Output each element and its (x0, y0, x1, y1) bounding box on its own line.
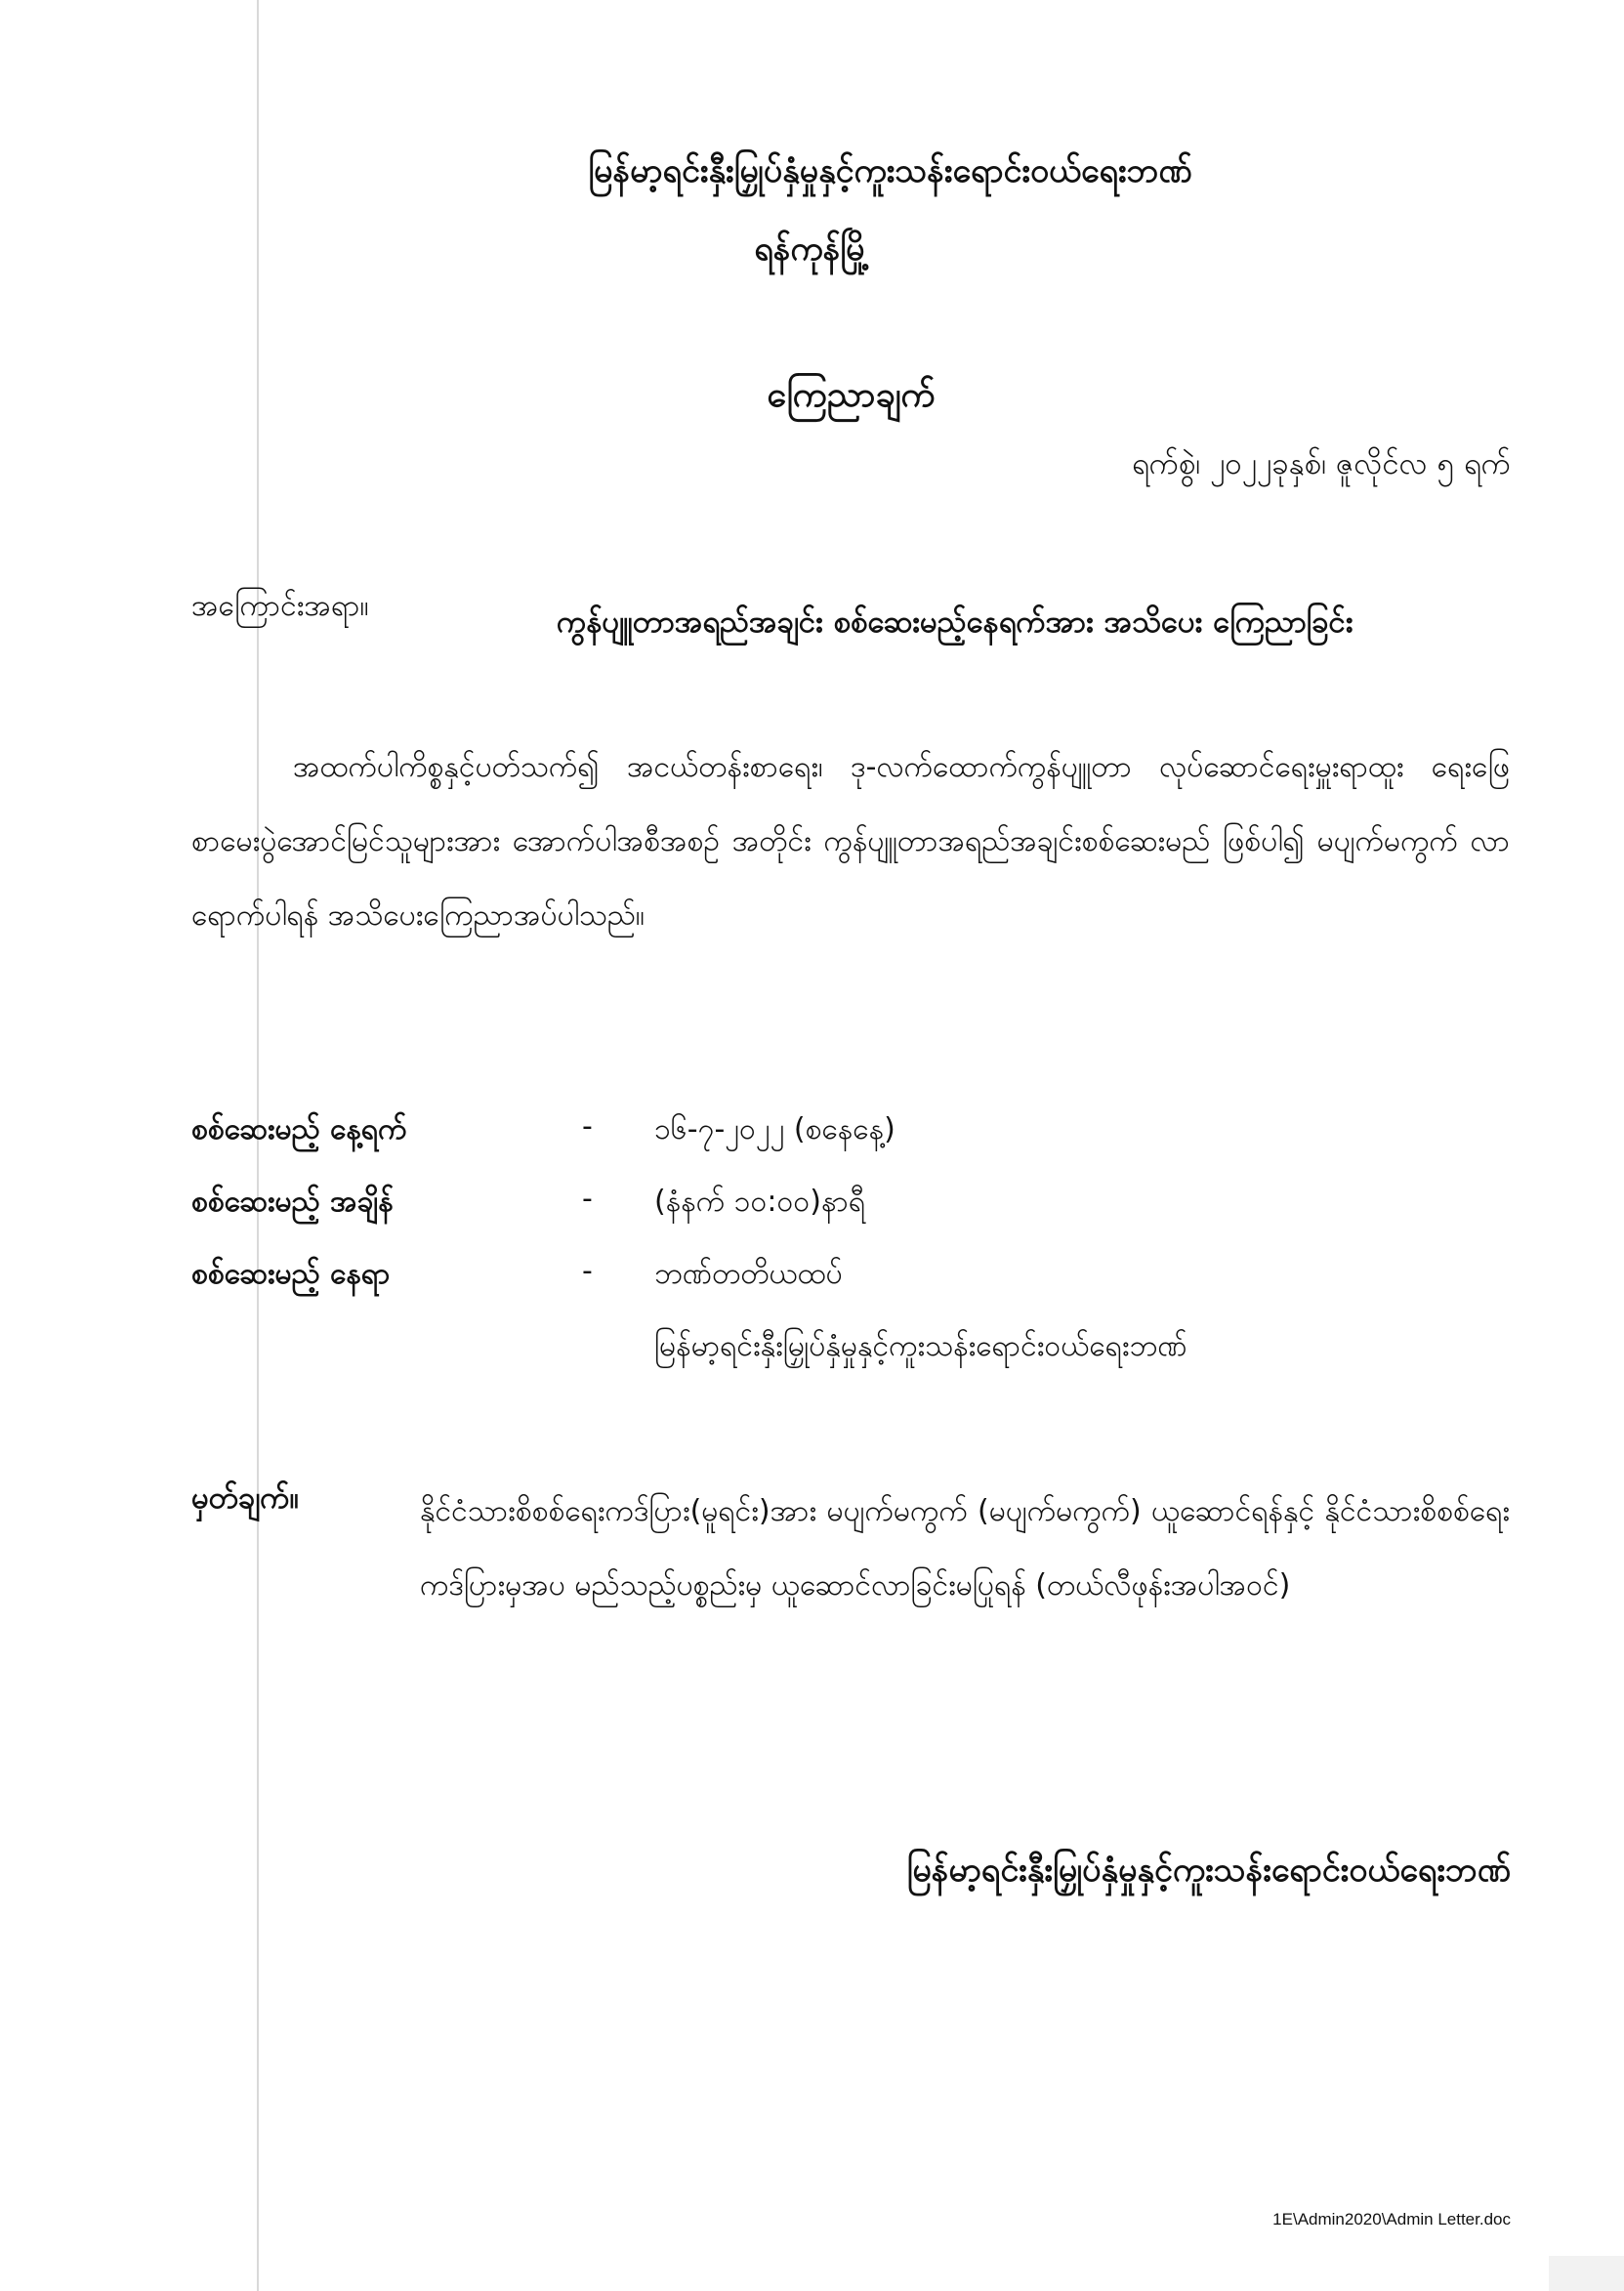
body-paragraph: အထက်ပါကိစ္စနှင့်ပတ်သက်၍ အငယ်တန်းစာရေး၊ ဒု-လက်ထောက်ကွန်ပျူတာ လုပ်ဆောင်ရေးမှူးရာထူး ရေးဖြေစာမေးပွဲအောင်မြင်သူများအား အောက်ပါအစီအစဉ် အတိုင်း ကွန်ပျူတာအရည်အချင်းစစ်ဆေးမည် ဖြစ်ပါ၍ မပျက်မကွက် လာရောက်ပါရန် အသိပေးကြေညာအပ်ပါသည်။ (191, 750, 1510, 933)
detail-label: စစ်ဆေးမည့် အချိန် (191, 1185, 394, 1219)
detail-dash: - (582, 1109, 593, 1144)
letter-date: ရက်စွဲ၊ ၂၀၂၂ခုနှစ်၊ ဇူလိုင်လ ၅ ရက် (1131, 446, 1511, 481)
detail-value: (နံနက် ၁၀:၀၀)နာရီ (654, 1185, 866, 1219)
detail-label: စစ်ဆေးမည့် နေရာ (191, 1257, 391, 1291)
subject-label: အကြောင်းအရာ။ (191, 589, 369, 623)
venue-bank-name: မြန်မာ့ရင်းနှီးမြှုပ်နှံမှုနှင့်ကူးသန်းရောင်းဝယ်ရေးဘဏ် (654, 1329, 1187, 1363)
remark-label: မှတ်ချက်။ (191, 1480, 299, 1516)
subject-text: ကွန်ပျူတာအရည်အချင်း စစ်ဆေးမည့်နေရက်အား အသိပေး ကြေညာခြင်း (557, 604, 1353, 640)
detail-label: စစ်ဆေးမည့် နေ့ရက် (191, 1112, 407, 1146)
detail-dash: - (582, 1182, 593, 1216)
file-path-footer: 1E\Admin2020\Admin Letter.doc (1272, 2210, 1511, 2229)
notice-title: ကြေညာချက် (767, 375, 936, 415)
detail-dash: - (582, 1254, 593, 1288)
city-title: ရန်ကုန်မြို့ (754, 229, 870, 269)
scan-corner-shade (1549, 2256, 1624, 2291)
detail-value: ဘဏ်တတိယထပ် (654, 1257, 843, 1291)
remark-text: နိုင်ငံသားစိစစ်ရေးကဒ်ပြား(မူရင်း)အား မပျက်မကွက် (မပျက်မကွက်) ယူဆောင်ရန်နှင့် နိုင်ငံသားစိစစ်ရေးကဒ်ပြားမှအပ မည်သည့်ပစ္စည်းမှ ယူဆောင်လာခြင်းမပြုရန် (တယ်လီဖုန်းအပါအဝင်) (420, 1494, 1510, 1603)
signature-block: မြန်မာ့ရင်းနှီးမြှုပ်နှံမှုနှင့်ကူးသန်းရောင်းဝယ်ရေးဘဏ် (906, 1851, 1511, 1890)
organization-title: မြန်မာ့ရင်းနှီးမြှုပ်နှံမှုနှင့်ကူးသန်းရောင်းဝယ်ရေးဘဏ် (588, 151, 1192, 190)
detail-value: ၁၆-၇-၂၀၂၂ (စနေနေ့) (654, 1112, 895, 1146)
